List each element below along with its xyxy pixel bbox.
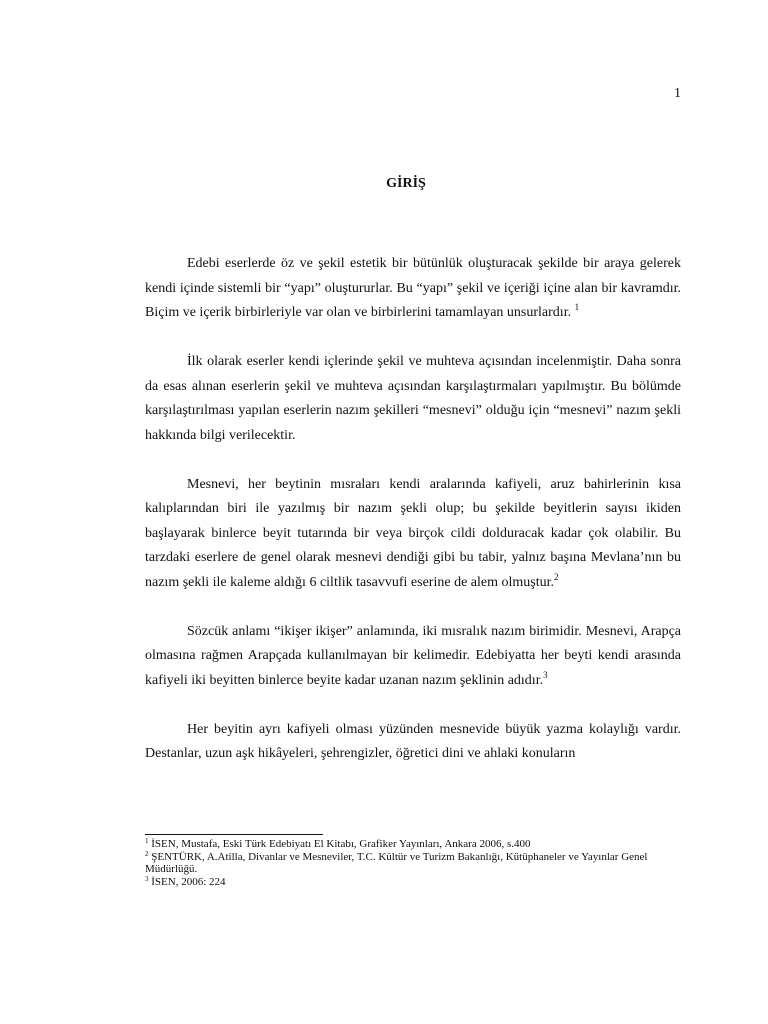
footnote: [145, 876, 681, 889]
page-number: 1: [674, 86, 681, 101]
paragraph-text: Mesnevi, her beytinin mısraları kendi aralarında kafiyeli, aruz bahirlerinin kısa kalıplarından biri ile yazılmış bir nazım şekli olup; bu şekilde beyitlerin sayısı ikiden başlayarak binlerce beyit tutarında bir veya birçok cildi dolduracak kadar çok olabilir. Bu tarzdaki eserlere de genel olarak mesnevi dendiği gibi bu tabir, yalnız başına Mevlana’nın bu nazım şekli ile kaleme aldığı 6 ciltlik tasavvufi eserine de alem olmuştur.: [145, 476, 681, 590]
footnote-text: ŞENTÜRK, A.Atilla, Divanlar ve Mesneviler, T.C. Kültür ve Turizm Bakanlığı, Kütüphaneler ve Yayınlar Genel Müdürlüğü.: [145, 850, 648, 875]
paragraph-text: Her beyitin ayrı kafiyeli olması yüzünden mesnevide büyük yazma kolaylığı vardır. Destanlar, uzun aşk hikâyeleri, şehrengizler, öğretici dini ve ahlaki konuların: [145, 721, 681, 761]
footnote-divider: [145, 834, 323, 835]
chapter-title: GİRİŞ: [386, 176, 426, 191]
footnotes: [145, 838, 681, 888]
footnote-number: 1: [145, 837, 149, 845]
footnote-number: 2: [145, 849, 149, 858]
footnote-text: İSEN, Mustafa, Eski Türk Edebiyatı El Kitabı, Grafiker Yayınları, Ankara 2006, s.400: [148, 838, 531, 850]
footnote-text: İSEN, 2006: 224: [148, 875, 226, 888]
paragraph-text: Edebi eserlerde öz ve şekil estetik bir bütünlük oluşturacak şekilde bir araya gelerek kendi içinde sistemli bir “yapı” oluştururlar. Bu “yapı” şekil ve içeriği içine alan bir kavramdır. Biçim ve içerik birbirleriyle var olan ve birbirlerini tamamlayan unsurlardır.: [145, 256, 681, 320]
footnote: [145, 851, 681, 876]
paragraph: [145, 252, 681, 326]
paragraph: [145, 620, 681, 694]
paragraph: [145, 350, 681, 448]
footnote: [145, 838, 681, 851]
footnote-number: 3: [145, 874, 149, 883]
body-text: [145, 252, 681, 767]
paragraph: [145, 473, 681, 596]
footnote-ref: 1: [574, 302, 580, 312]
footnote-ref: 3: [543, 669, 548, 680]
paragraph-text: Sözcük anlamı “ikişer ikişer” anlamında, iki mısralık nazım birimidir. Mesnevi, Arapça olmasına rağmen Arapçada kullanılmayan bir kelimedir. Edebiyatta her beyti kendi arasında kafiyeli iki beyitten binlerce beyite kadar uzanan nazım şeklinin adıdır.: [145, 623, 681, 688]
paragraph-text: İlk olarak eserler kendi içlerinde şekil ve muhteva açısından incelenmiştir. Daha sonra da esas alınan eserlerin şekil ve muhteva açısından karşılaştırmaları yapılmıştır. Bu bölümde karşılaştırılması yapılan eserlerin nazım şekilleri “mesnevi” olduğu için “mesnevi” nazım şekli hakkında bilgi verilecektir.: [145, 354, 681, 443]
footnote-ref: 2: [554, 571, 559, 582]
paragraph: [145, 718, 681, 767]
